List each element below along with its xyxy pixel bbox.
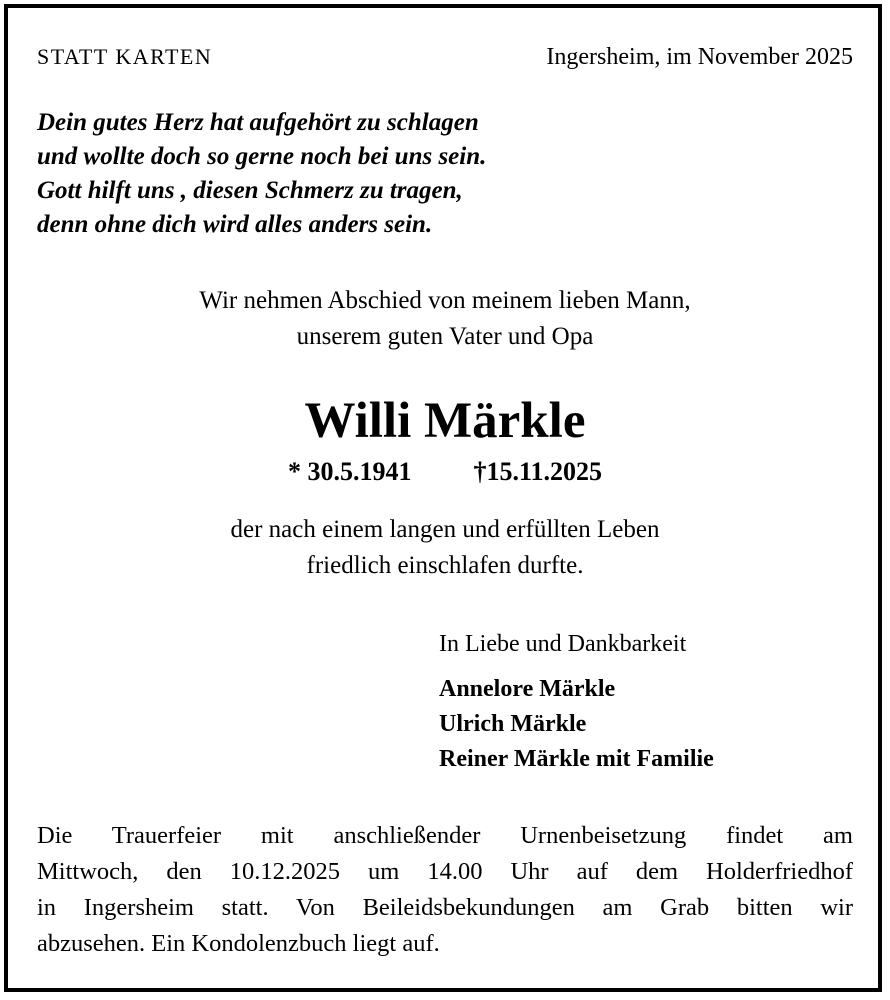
poem-line: Dein gutes Herz hat aufgehört zu schlagen	[37, 109, 479, 136]
family-member: Annelore Märkle	[439, 676, 616, 702]
poem-line: denn ohne dich wird alles anders sein.	[37, 211, 433, 238]
death-date: †15.11.2025	[473, 457, 603, 486]
life-dates	[0, 454, 890, 490]
intro-line: Wir nehmen Abschied von meinem lieben Mann,	[199, 287, 691, 314]
header-statt-karten: STATT KARTEN	[37, 44, 213, 69]
poem-line: und wollte doch so gerne noch bei uns sein.	[37, 143, 487, 170]
service-line: abzusehen. Ein Kondolenzbuch liegt auf.	[37, 930, 440, 957]
service-line: Die Trauerfeier mit anschließender Urnenbeisetzung findet am	[37, 822, 853, 849]
signoff: In Liebe und Dankbarkeit	[439, 631, 687, 657]
farewell-intro	[0, 283, 890, 355]
family-list	[439, 672, 714, 777]
service-line: in Ingersheim statt. Von Beileidsbekundungen am Grab bitten wir	[37, 894, 853, 921]
passing-text	[0, 512, 890, 584]
poem	[37, 106, 486, 242]
passing-line: der nach einem langen und erfüllten Leben	[230, 516, 660, 543]
passing-line: friedlich einschlafen durfte.	[306, 552, 584, 579]
birth-date: * 30.5.1941	[287, 457, 412, 486]
intro-line: unserem guten Vater und Opa	[296, 323, 594, 350]
family-member: Ulrich Märkle	[439, 711, 587, 737]
funeral-service-info	[37, 818, 853, 962]
deceased-name: Willi Märkle	[304, 393, 586, 449]
header-place-date: Ingersheim, im November 2025	[546, 44, 853, 70]
family-member: Reiner Märkle mit Familie	[439, 746, 714, 772]
service-line: Mittwoch, den 10.12.2025 um 14.00 Uhr auf dem Holderfriedhof	[37, 858, 853, 885]
poem-line: Gott hilft uns , diesen Schmerz zu tragen,	[37, 177, 463, 204]
